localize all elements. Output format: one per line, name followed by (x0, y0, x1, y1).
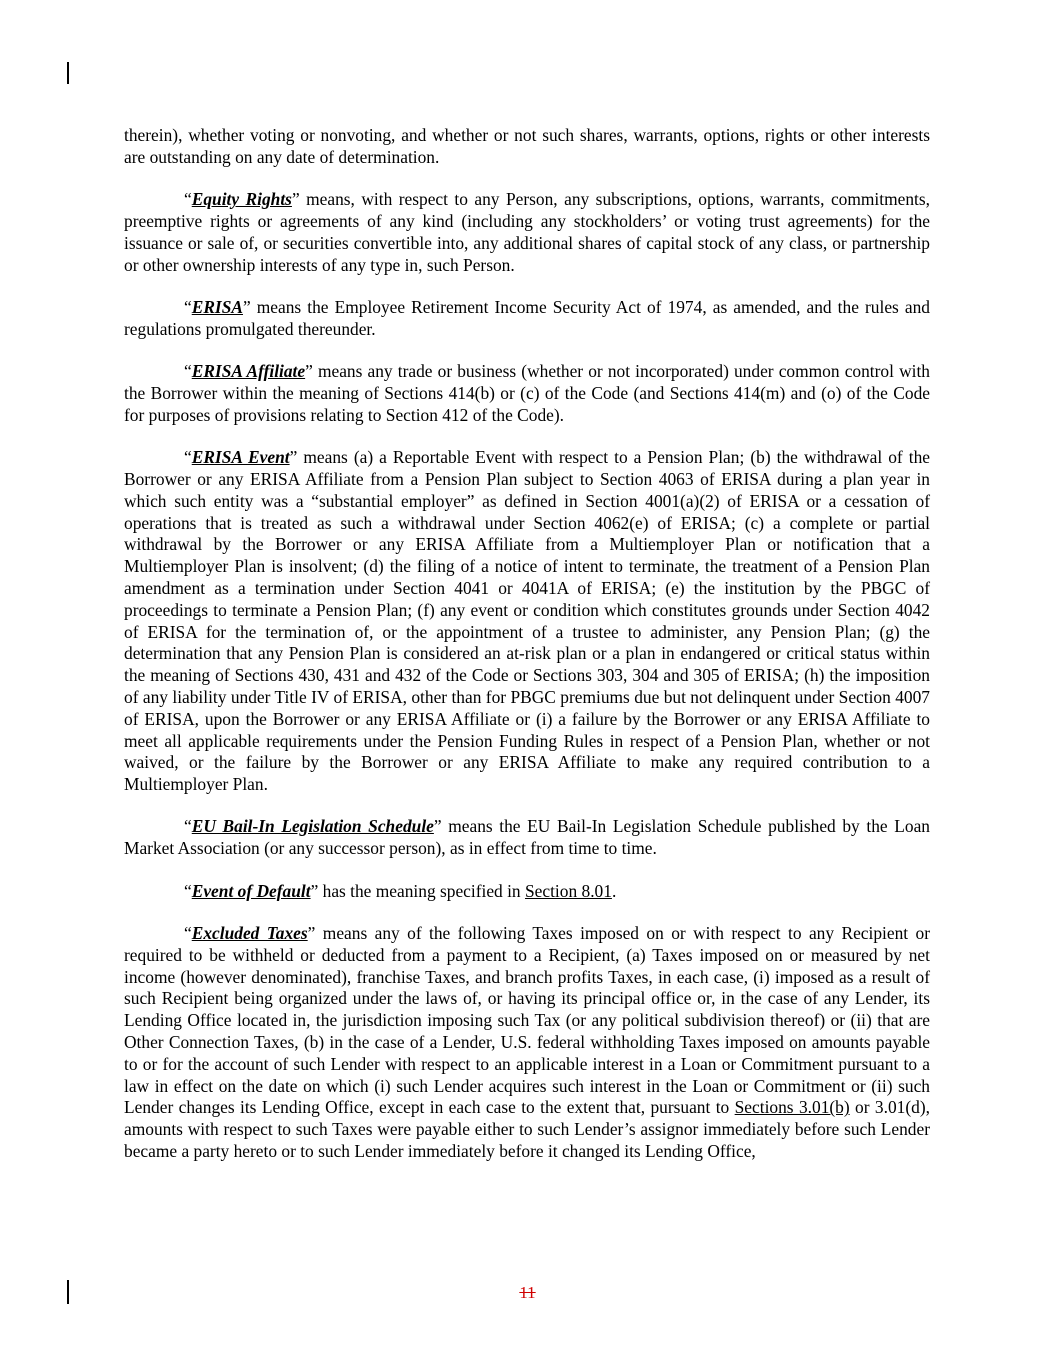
definition-erisa (124, 297, 930, 341)
open-quote: “ (184, 296, 192, 317)
definition-text: ” means the Employee Retirement Income Security Act of 1974, as amended, and the rules and regulations promulgated thereunder. (124, 296, 930, 339)
open-quote: “ (184, 923, 192, 944)
open-quote: “ (184, 816, 192, 837)
definition-erisa-affiliate (124, 361, 930, 426)
open-quote: “ (184, 189, 192, 210)
section-reference: Sections 3.01(b) (734, 1097, 850, 1118)
open-quote: “ (184, 880, 192, 901)
definition-text: ” means any of the following Taxes imposed on or with respect to any Recipient or required to be withheld or deducted from a payment to a Recipient, (a) Taxes imposed on or measured by net income (however denominated), franchise Taxes, and branch profits Taxes, in each case, (i) imposed as a result of such Recipient being organized under the laws of, or having its principal office or, in the case of any Lender, its Lending Office located in, the jurisdiction imposing such Tax (or any political subdivision thereof) or (ii) that are Other Connection Taxes, (b) in the case of a Lender, U.S. federal withholding Taxes imposed on amounts payable to or for the account of such Lender with respect to an applicable interest in a Loan or Commitment pursuant to a law in effect on the date on which (i) such Lender acquires such interest in the Loan or Commitment or (ii) such Lender changes its Lending Office, except in each case to the extent that, pursuant to (124, 923, 930, 1118)
open-quote: “ (184, 447, 192, 468)
definition-erisa-event (124, 447, 930, 796)
definition-event-of-default (124, 881, 930, 903)
definition-text: ” means any trade or business (whether or not incorporated) under common control with the Borrower within the meaning of Sections 414(b) or (c) of the Code (and Sections 414(m) and (o) of the Code for purposes of provisions relating to Section 412 of the Code). (124, 361, 930, 425)
defined-term: ERISA Event (191, 447, 290, 468)
definition-excluded-taxes (124, 923, 930, 1163)
defined-term: Equity Rights (191, 189, 292, 210)
definition-eu-bail-in (124, 816, 930, 860)
definition-text: ” means, with respect to any Person, any subscriptions, options, warrants, commitments, preemptive rights or agreements of any kind (including any stockholders’ or voting trust agreements) for the issuance or sale of, or securities convertible into, any additional shares of capital stock of any class, or partnership or other ownership interests of any type in, such Person. (124, 189, 930, 275)
defined-term: Event of Default (191, 880, 311, 901)
defined-term: ERISA (191, 296, 243, 317)
change-bar-top (67, 62, 69, 84)
section-reference: Section 8.01 (524, 880, 612, 901)
definition-text: ” means (a) a Reportable Event with respect to a Pension Plan; (b) the withdrawal of the Borrower or any ERISA Affiliate from a Pension Plan subject to Section 4063 of ERISA during a plan year in which such entity was a “substantial employer” as defined in Section 4001(a)(2) of ERISA or a cessation of operations that is treated as such a withdrawal under Section 4062(e) of ERISA; (c) a complete or partial withdrawal by the Borrower or any ERISA Affiliate from a Multiemployer Plan or notification that a Multiemployer Plan is insolvent; (d) the filing of a notice of intent to terminate, the treatment of a Pension Plan amendment as a termination under Section 4041 or 4041A of ERISA; (e) the institution by the PBGC of proceedings to terminate a Pension Plan; (f) any event or condition which constitutes grounds under Section 4042 of ERISA for the termination of, or the appointment of a trustee to administer, any Pension Plan; (g) the determination that any Pension Plan is considered an at-risk plan or a plan in endangered or critical status within the meaning of Sections 430, 431 and 432 of the Code or Sections 303, 304 and 305 of ERISA; (h) the imposition of any liability under Title IV of ERISA, other than for PBGC premiums due but not delinquent under Section 4007 of ERISA, upon the Borrower or any ERISA Affiliate or (i) a failure by the Borrower or any ERISA Affiliate to meet all applicable requirements under the Pension Funding Rules in respect of a Pension Plan, whether or not waived, or the failure by the Borrower or any ERISA Affiliate to make any required contribution to a Multiemployer Plan. (124, 447, 930, 795)
definition-text: ” means the EU Bail-In Legislation Schedule published by the Loan Market Association (or any successor person), as in effect from time to time. (124, 816, 930, 859)
definition-text-end: . (611, 880, 617, 901)
definition-equity-rights (124, 189, 930, 276)
definition-text: ” has the meaning specified in (310, 880, 525, 901)
defined-term: ERISA Affiliate (191, 361, 306, 382)
defined-term: EU Bail-In Legislation Schedule (191, 816, 434, 837)
paragraph-continuation: therein), whether voting or nonvoting, and whether or not such shares, warrants, options, rights or other interests are outstanding on any date of determination. (124, 125, 930, 167)
open-quote: “ (184, 361, 192, 382)
definition-text-end: or 3.01(d), amounts with respect to such Taxes were payable either to such Lender’s assignor immediately before such Lender became a party hereto or to such Lender immediately before it changed its Lending Office, (124, 1097, 930, 1162)
page-number: 11 (519, 1283, 536, 1302)
defined-term: Excluded Taxes (191, 923, 308, 944)
document-body (124, 125, 930, 1183)
